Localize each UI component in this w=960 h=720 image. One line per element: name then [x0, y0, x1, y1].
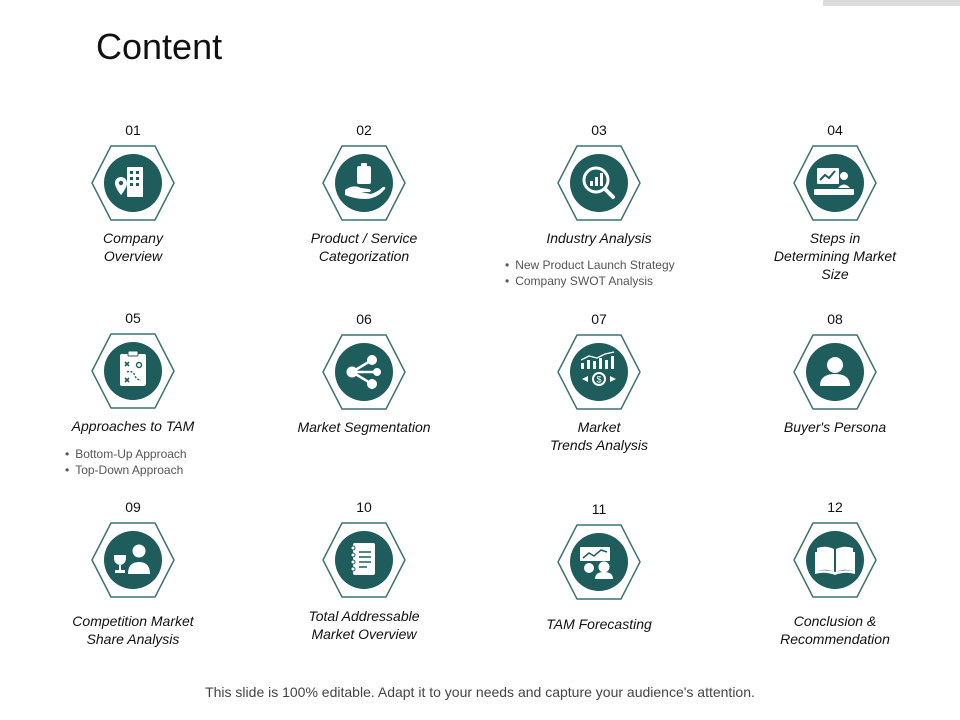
item-label: Approaches to TAM	[71, 418, 195, 434]
item-label: Company Overview	[103, 230, 163, 264]
clipboard-strategy-icon	[120, 351, 146, 386]
bullet-item: • New Product Launch Strategy	[505, 257, 675, 273]
bullet-item: • Company SWOT Analysis	[505, 273, 675, 289]
item-number: 04	[827, 122, 843, 138]
corner-accent-bar	[823, 0, 960, 6]
item-hexagon	[90, 521, 176, 599]
item-number: 08	[827, 311, 843, 327]
item-hexagon	[321, 333, 407, 411]
bullet-item: • Bottom-Up Approach	[65, 446, 187, 462]
notebook-icon	[351, 543, 375, 575]
item-number: 02	[356, 122, 372, 138]
item-hexagon	[792, 333, 878, 411]
item-number: 10	[356, 499, 372, 515]
item-bullets	[505, 257, 675, 289]
item-hexagon	[556, 523, 642, 601]
item-hexagon	[556, 144, 642, 222]
item-hexagon	[792, 144, 878, 222]
item-hexagon	[90, 332, 176, 410]
item-number: 07	[591, 311, 607, 327]
item-hexagon	[321, 144, 407, 222]
item-hexagon	[556, 333, 642, 411]
item-number: 05	[125, 310, 141, 326]
item-label: TAM Forecasting	[546, 616, 652, 632]
item-number: 01	[125, 122, 141, 138]
item-hexagon	[792, 521, 878, 599]
page-title: Content	[96, 26, 223, 67]
item-label: Product / Service Categorization	[310, 230, 418, 264]
item-label: Steps in Determining Market Size	[773, 230, 897, 282]
item-label: Conclusion & Recommendation	[780, 613, 890, 647]
bullet-item: • Top-Down Approach	[65, 462, 187, 478]
svg-text:$: $	[596, 374, 602, 385]
footer-note: This slide is 100% editable. Adapt it to your needs and capture your audience's attention.	[205, 684, 755, 700]
item-hexagon	[90, 144, 176, 222]
item-number: 11	[591, 501, 607, 517]
item-label: Total Addressable Market Overview	[308, 608, 420, 642]
item-number: 12	[827, 499, 843, 515]
item-hexagon	[321, 521, 407, 599]
item-label: Market Segmentation	[297, 419, 431, 435]
item-bullets	[65, 446, 187, 478]
item-label: Industry Analysis	[546, 230, 652, 246]
item-label: Market Trends Analysis	[549, 419, 649, 453]
item-number: 06	[356, 311, 372, 327]
item-number: 03	[591, 122, 607, 138]
item-label: Buyer's Persona	[783, 419, 887, 435]
item-label: Competition Market Share Analysis	[72, 613, 194, 647]
item-number: 09	[125, 499, 141, 515]
